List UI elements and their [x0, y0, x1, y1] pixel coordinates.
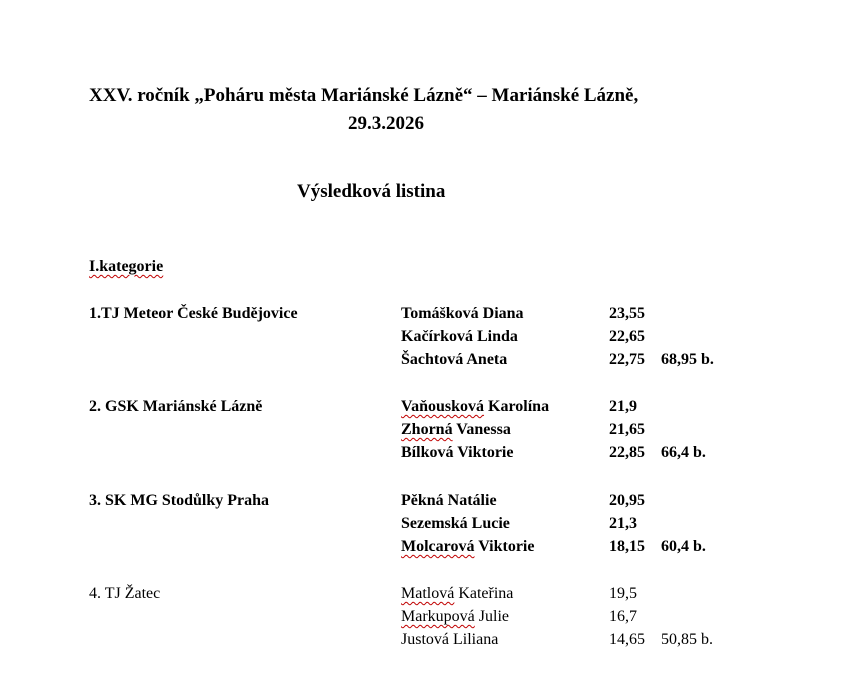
athlete-score: 19,5	[609, 585, 637, 602]
athlete-name: Molcarová Viktorie	[401, 538, 535, 555]
athlete-row	[0, 444, 844, 466]
athlete-name: Matlová Kateřina	[401, 585, 514, 602]
results-heading: Výsledková listina	[297, 181, 446, 202]
category-heading: I.kategorie	[89, 258, 164, 275]
athlete-name: Kačírková Linda	[401, 328, 518, 345]
team-name: 3. SK MG Stodůlky Praha	[89, 492, 270, 509]
athlete-name: Bílková Viktorie	[401, 444, 514, 461]
athlete-score: 20,95	[609, 492, 645, 509]
athlete-row	[0, 608, 844, 630]
athlete-score: 14,65	[609, 631, 645, 648]
athlete-row	[0, 492, 844, 514]
athlete-row	[0, 328, 844, 350]
athlete-name: Tomášková Diana	[401, 305, 524, 322]
athlete-score: 23,55	[609, 305, 645, 322]
athlete-name: Justová Liliana	[401, 631, 499, 648]
athlete-row	[0, 421, 844, 443]
document-date: 29.3.2026	[348, 113, 424, 134]
team-name: 4. TJ Žatec	[89, 585, 161, 602]
athlete-score: 21,65	[609, 421, 645, 438]
athlete-name: Pěkná Natálie	[401, 492, 497, 509]
athlete-row	[0, 398, 844, 420]
team-name: 1.TJ Meteor České Budějovice	[89, 305, 298, 322]
team-total: 68,95 b.	[661, 351, 714, 368]
athlete-score: 21,3	[609, 515, 637, 532]
team-total: 50,85 b.	[661, 631, 713, 648]
athlete-score: 18,15	[609, 538, 645, 555]
athlete-row	[0, 515, 844, 537]
athlete-name: Markupová Julie	[401, 608, 509, 625]
athlete-row	[0, 631, 844, 653]
athlete-name: Šachtová Aneta	[401, 351, 508, 368]
athlete-score: 22,85	[609, 444, 645, 461]
athlete-score: 22,75	[609, 351, 645, 368]
athlete-name: Sezemská Lucie	[401, 515, 510, 532]
team-total: 60,4 b.	[661, 538, 706, 555]
athlete-score: 21,9	[609, 398, 637, 415]
document-title: XXV. ročník „Poháru města Mariánské Lázně“ – Mariánské Lázně,	[89, 85, 639, 106]
athlete-score: 22,65	[609, 328, 645, 345]
athlete-row	[0, 538, 844, 560]
athlete-name: Vaňousková Karolína	[401, 398, 550, 415]
athlete-name: Zhorná Vanessa	[401, 421, 511, 438]
team-name: 2. GSK Mariánské Lázně	[89, 398, 263, 415]
athlete-row	[0, 585, 844, 607]
athlete-row	[0, 305, 844, 327]
athlete-score: 16,7	[609, 608, 637, 625]
team-total: 66,4 b.	[661, 444, 706, 461]
athlete-row	[0, 351, 844, 373]
